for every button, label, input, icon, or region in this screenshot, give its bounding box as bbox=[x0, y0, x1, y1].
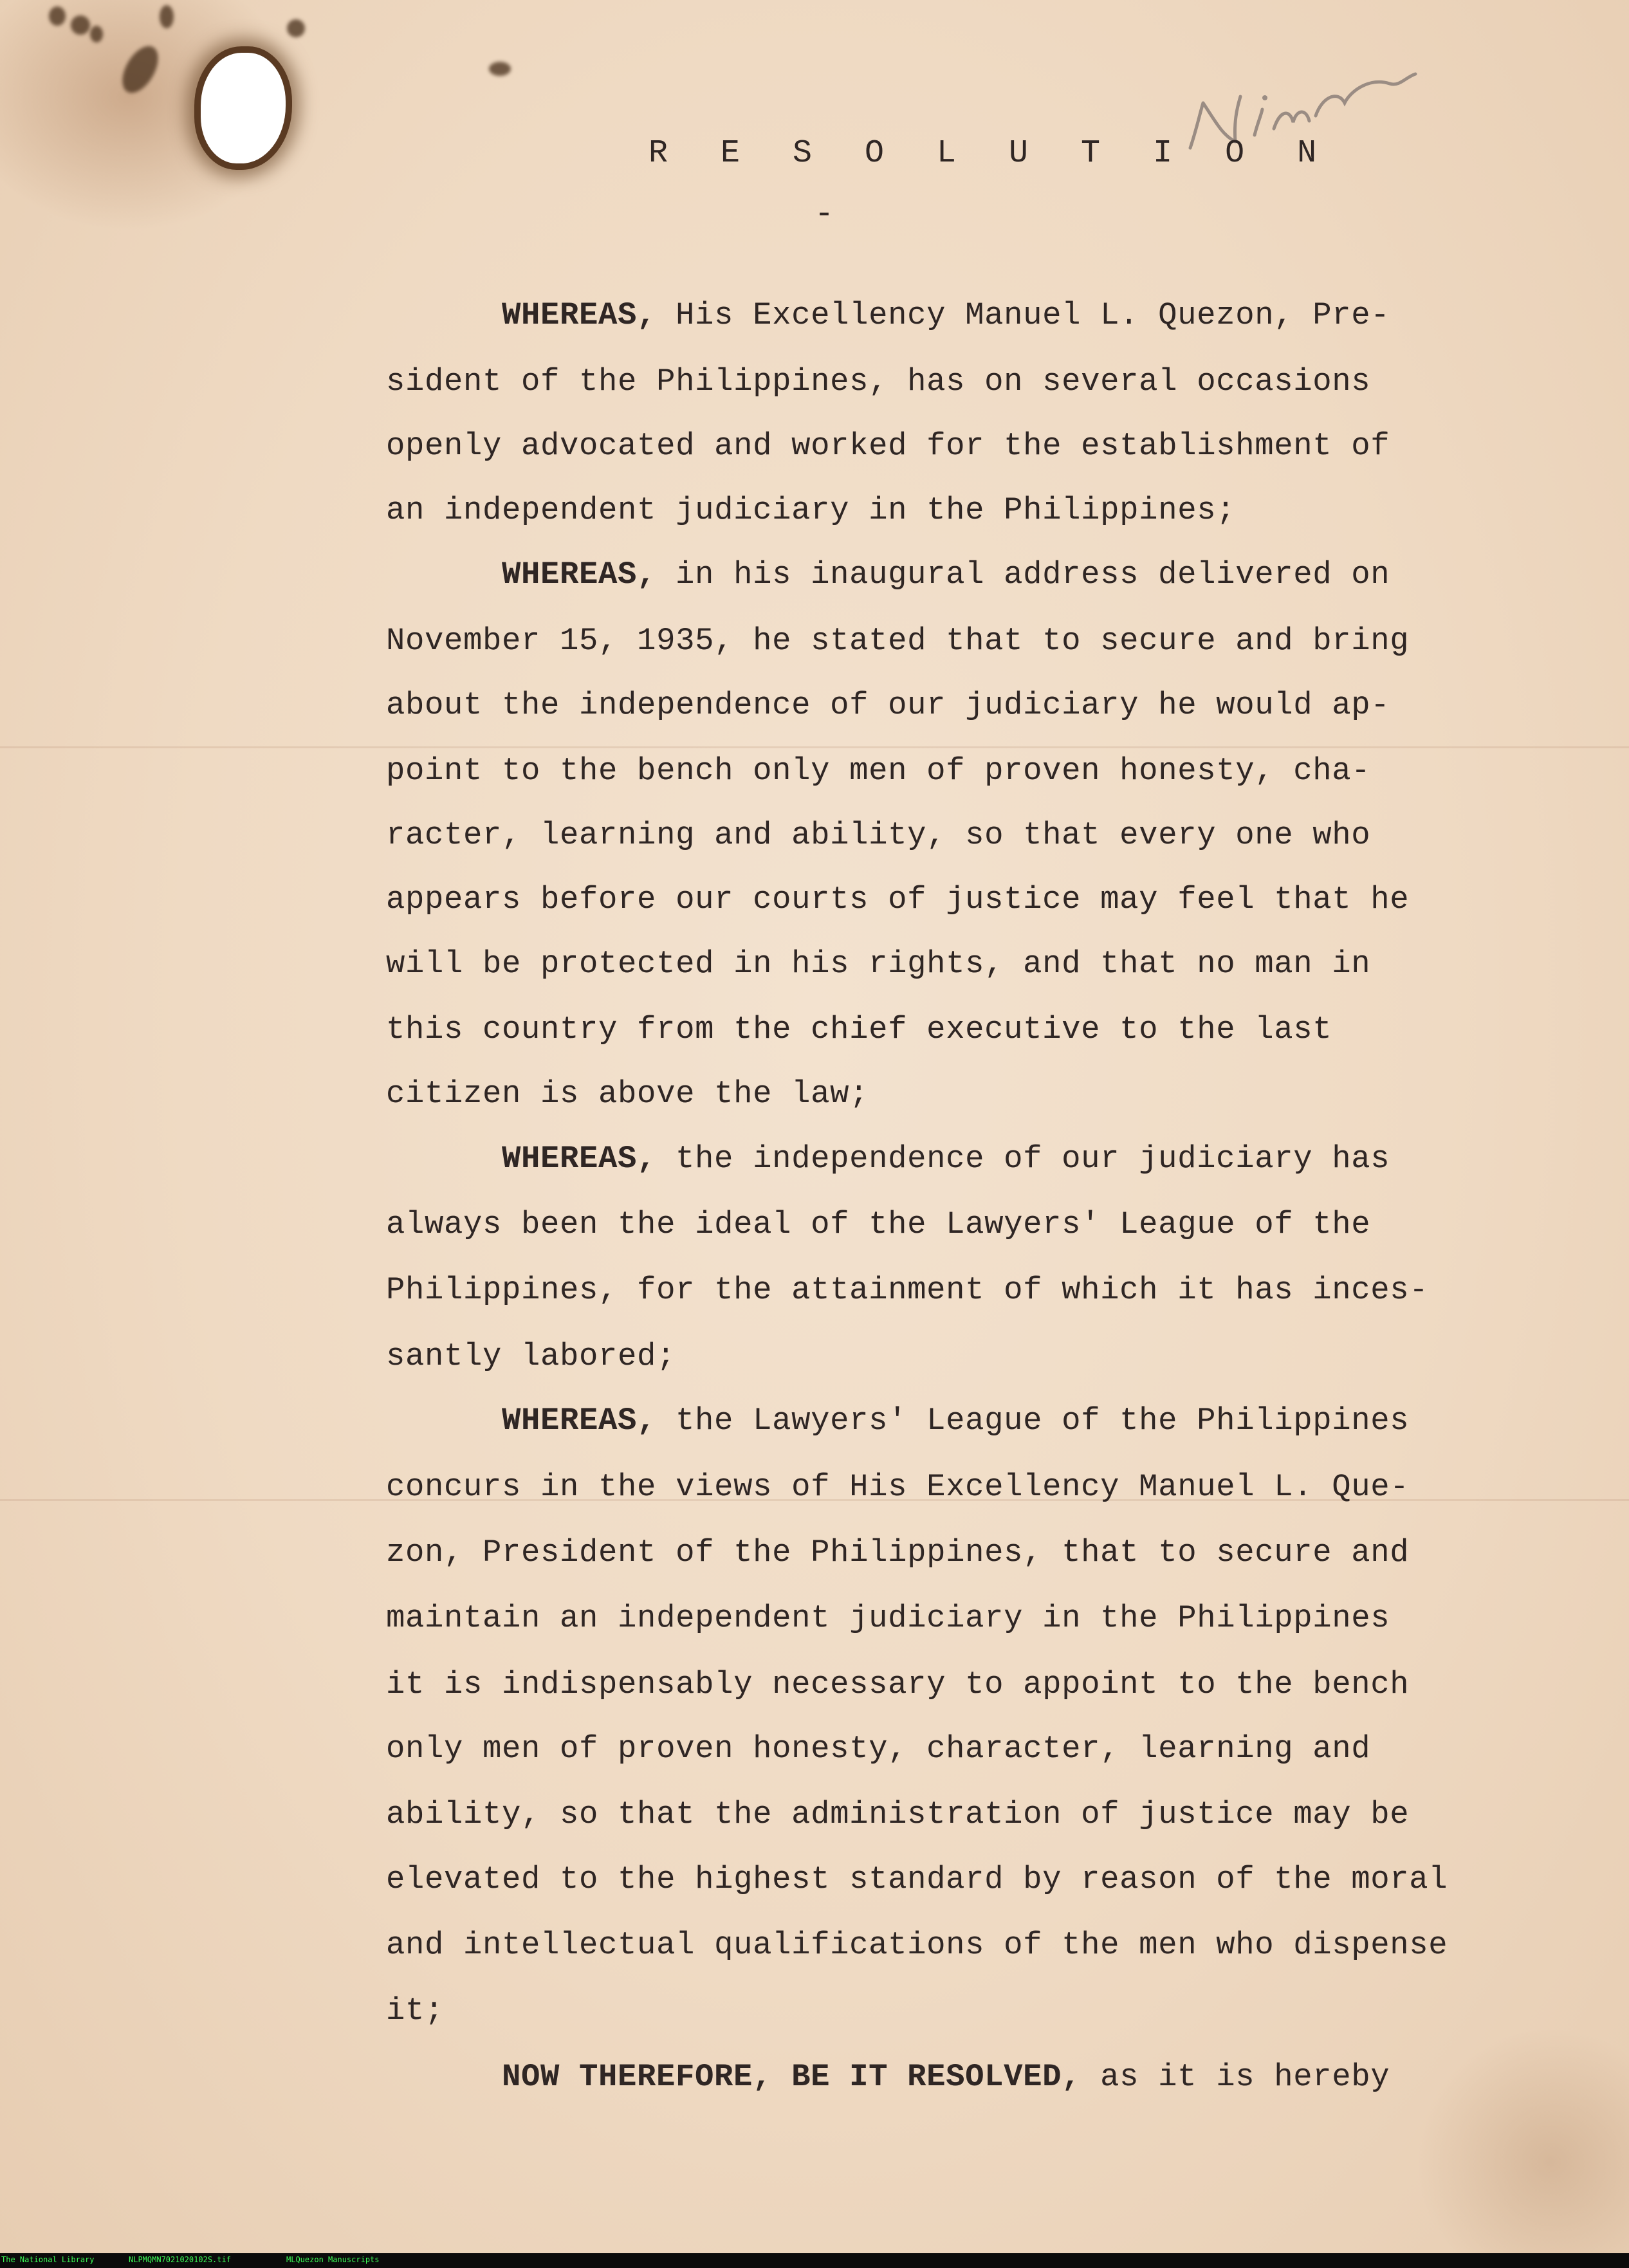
clause-lead: WHEREAS, bbox=[502, 557, 657, 593]
line-text: concurs in the views of His Excellency Manuel L. Que- bbox=[386, 1469, 1410, 1505]
text-line bbox=[386, 1076, 869, 1112]
text-line bbox=[386, 1011, 1332, 1047]
line-text: ability, so that the administration of justice may be bbox=[386, 1796, 1410, 1832]
line-text: November 15, 1935, he stated that to secure and bring bbox=[386, 623, 1410, 659]
line-text: it is indispensably necessary to appoint to the bench bbox=[386, 1666, 1410, 1702]
footer-library: The National Library bbox=[1, 2255, 95, 2264]
line-text: this country from the chief executive to the last bbox=[386, 1011, 1332, 1047]
text-line bbox=[386, 1861, 1448, 1897]
line-text: only men of proven honesty, character, learning and bbox=[386, 1731, 1371, 1767]
line-text: always been the ideal of the Lawyers' League of the bbox=[386, 1206, 1371, 1242]
text-line bbox=[386, 1927, 1448, 1963]
text-line bbox=[386, 753, 1370, 789]
line-text: citizen is above the law; bbox=[386, 1076, 869, 1112]
burn-mark bbox=[49, 6, 66, 26]
line-text: racter, learning and ability, so that every one who bbox=[386, 817, 1371, 853]
line-text: point to the bench only men of proven honesty, cha- bbox=[386, 753, 1371, 789]
title-divider: - bbox=[814, 196, 834, 233]
text-line bbox=[386, 428, 1390, 464]
clause-lead: WHEREAS, bbox=[502, 1141, 657, 1177]
clause-lead: WHEREAS, bbox=[502, 297, 657, 333]
text-line bbox=[386, 1206, 1370, 1242]
text-line bbox=[502, 2059, 1390, 2095]
fold-line bbox=[0, 746, 1629, 748]
burn-mark bbox=[287, 19, 305, 37]
scan-footer bbox=[0, 2253, 1629, 2268]
line-text: and intellectual qualifications of the men who dispense bbox=[386, 1927, 1448, 1963]
text-line bbox=[502, 1403, 1409, 1439]
line-text: appears before our courts of justice may feel that he bbox=[386, 881, 1410, 917]
text-line bbox=[386, 1469, 1409, 1505]
text-line bbox=[502, 297, 1390, 333]
burn-mark bbox=[489, 62, 511, 76]
text-line bbox=[386, 623, 1409, 659]
text-line bbox=[502, 1141, 1390, 1177]
text-line bbox=[502, 557, 1390, 593]
text-line bbox=[386, 1796, 1409, 1832]
line-text: it; bbox=[386, 1993, 445, 2029]
line-text: His Excellency Manuel L. Quezon, Pre- bbox=[656, 297, 1390, 333]
burn-mark bbox=[160, 5, 174, 28]
text-line bbox=[386, 492, 1235, 528]
line-text: an independent judiciary in the Philippines; bbox=[386, 492, 1236, 528]
text-line bbox=[386, 946, 1370, 982]
text-line bbox=[386, 881, 1409, 917]
line-text: the Lawyers' League of the Philippines bbox=[656, 1403, 1410, 1439]
text-line bbox=[386, 1272, 1428, 1308]
text-line bbox=[386, 1535, 1409, 1571]
footer-file-id: NLPMQMN7021020102S.tif bbox=[129, 2255, 231, 2264]
text-line bbox=[386, 1600, 1390, 1636]
text-line bbox=[386, 1993, 444, 2029]
line-text: santly labored; bbox=[386, 1338, 676, 1374]
text-line bbox=[386, 687, 1390, 723]
age-stain bbox=[1415, 2027, 1629, 2253]
text-line bbox=[386, 1338, 676, 1374]
line-text: will be protected in his rights, and that no man in bbox=[386, 946, 1371, 982]
line-text: elevated to the highest standard by reason of the moral bbox=[386, 1861, 1448, 1897]
text-line bbox=[386, 364, 1370, 400]
line-text: openly advocated and worked for the establishment of bbox=[386, 428, 1390, 464]
line-text: as it is hereby bbox=[1081, 2059, 1390, 2095]
burn-mark bbox=[71, 15, 90, 35]
line-text: zon, President of the Philippines, that to secure and bbox=[386, 1535, 1410, 1571]
line-text: Philippines, for the attainment of which it has inces- bbox=[386, 1272, 1429, 1308]
clause-lead: WHEREAS, bbox=[502, 1403, 657, 1439]
line-text: maintain an independent judiciary in the Philippines bbox=[386, 1600, 1390, 1636]
line-text: sident of the Philippines, has on several occasions bbox=[386, 364, 1371, 400]
text-line bbox=[386, 1666, 1409, 1702]
text-line bbox=[386, 1731, 1370, 1767]
line-text: in his inaugural address delivered on bbox=[656, 557, 1390, 593]
burn-mark bbox=[90, 26, 103, 42]
document-title: R E S O L U T I O N bbox=[649, 135, 1334, 172]
footer-collection: MLQuezon Manuscripts bbox=[286, 2255, 380, 2264]
text-line bbox=[386, 817, 1370, 853]
clause-lead: NOW THEREFORE, BE IT RESOLVED, bbox=[502, 2059, 1081, 2095]
line-text: about the independence of our judiciary he would ap- bbox=[386, 687, 1390, 723]
line-text: the independence of our judiciary has bbox=[656, 1141, 1390, 1177]
